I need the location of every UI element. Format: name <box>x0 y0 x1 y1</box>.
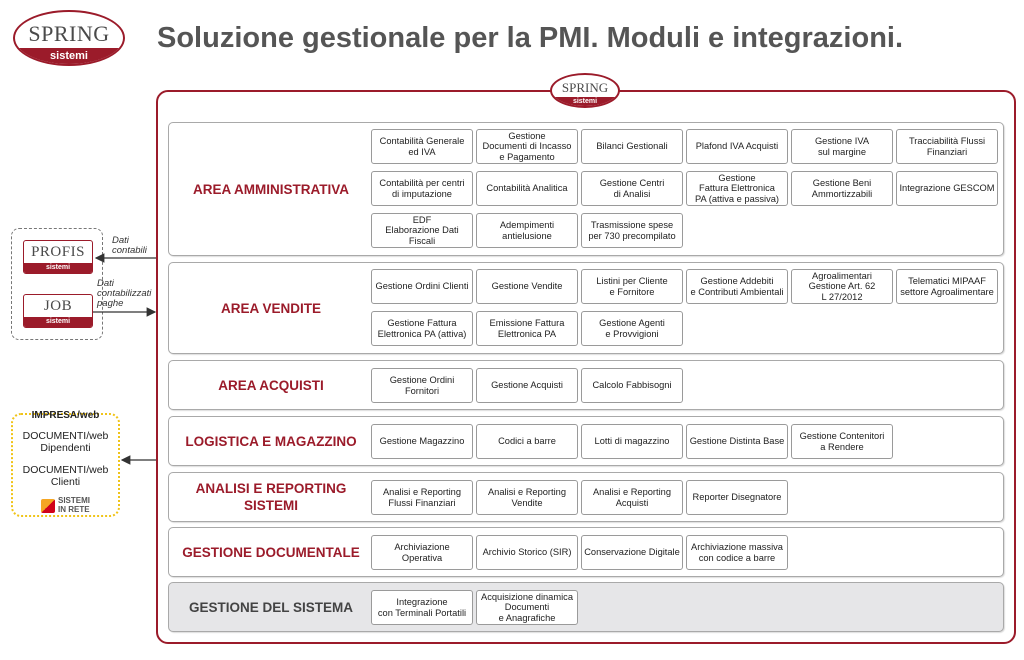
module-box: Gestione Documenti di Incasso e Pagamento <box>476 129 578 164</box>
profis-brand: PROFIS <box>31 244 85 260</box>
area-panel <box>168 582 1004 632</box>
profis-sub: sistemi <box>24 263 92 273</box>
module-box: Telematici MIPAAF settore Agroalimentare <box>896 269 998 304</box>
job-sub: sistemi <box>24 317 92 327</box>
module-box: Lotti di magazzino <box>581 424 683 459</box>
logo-brand: SPRING <box>28 21 110 46</box>
logo-sub: sistemi <box>15 48 123 64</box>
module-box: Gestione Beni Ammortizzabili <box>791 171 893 206</box>
documenti-web-clienti: DOCUMENTI/web Clienti <box>22 464 109 488</box>
area-panel <box>168 122 1004 256</box>
module-box: Acquisizione dinamica Documenti e Anagrafiche <box>476 590 578 625</box>
profis-flow-label: Dati contabili <box>112 235 147 256</box>
module-box: Contabilità Analitica <box>476 171 578 206</box>
module-box: Gestione Contenitori a Rendere <box>791 424 893 459</box>
module-box: Codici a barre <box>476 424 578 459</box>
module-box: Bilanci Gestionali <box>581 129 683 164</box>
area-title: ANALISI E REPORTING SISTEMI <box>195 481 347 513</box>
job-logo <box>23 294 93 328</box>
module-box: Gestione Vendite <box>476 269 578 304</box>
module-box: Analisi e Reporting Vendite <box>476 480 578 515</box>
module-box: Plafond IVA Acquisti <box>686 129 788 164</box>
area-title: LOGISTICA E MAGAZZINO <box>185 433 357 449</box>
module-box: Gestione Centri di Analisi <box>581 171 683 206</box>
module-box: Calcolo Fabbisogni <box>581 368 683 403</box>
module-box: Listini per Cliente e Fornitore <box>581 269 683 304</box>
module-box: Gestione Agenti e Provvigioni <box>581 311 683 346</box>
module-box: Tracciabilità Flussi Finanziari <box>896 129 998 164</box>
module-box: Gestione Fattura Elettronica PA (attiva e passiva) <box>686 171 788 206</box>
module-box: Gestione Ordini Fornitori <box>371 368 473 403</box>
area-panel <box>168 360 1004 410</box>
module-box: Archivio Storico (SIR) <box>476 535 578 570</box>
module-box: Integrazione con Terminali Portatili <box>371 590 473 625</box>
module-box: Archiviazione massiva con codice a barre <box>686 535 788 570</box>
module-box: Analisi e Reporting Flussi Finanziari <box>371 480 473 515</box>
module-box: Analisi e Reporting Acquisti <box>581 480 683 515</box>
frame-logo <box>550 73 620 108</box>
area-title: AREA AMMINISTRATIVA <box>193 181 349 197</box>
module-box: Gestione Acquisti <box>476 368 578 403</box>
profis-logo <box>23 240 93 274</box>
module-box: Gestione Magazzino <box>371 424 473 459</box>
module-box: Gestione Distinta Base <box>686 424 788 459</box>
module-box: Emissione Fattura Elettronica PA <box>476 311 578 346</box>
module-box: Contabilità Generale ed IVA <box>371 129 473 164</box>
module-box: Reporter Disegnatore <box>686 480 788 515</box>
documenti-web-dipendenti: DOCUMENTI/web Dipendenti <box>22 430 109 454</box>
module-box: Contabilità per centri di imputazione <box>371 171 473 206</box>
module-box: Gestione Fattura Elettronica PA (attiva) <box>371 311 473 346</box>
module-box: Adempimenti antielusione <box>476 213 578 248</box>
frame-logo-brand: SPRING <box>561 80 609 95</box>
module-box: EDF Elaborazione Dati Fiscali <box>371 213 473 248</box>
sistemi-in-rete-icon <box>41 499 55 513</box>
module-box: Integrazione GESCOM <box>896 171 998 206</box>
sistemi-in-rete-text: SISTEMI IN RETE <box>58 496 91 514</box>
module-box: Agroalimentari Gestione Art. 62 L 27/2012 <box>791 269 893 304</box>
area-panel <box>168 527 1004 577</box>
module-box: Trasmissione spese per 730 precompilato <box>581 213 683 248</box>
sistemi-in-rete-logo <box>41 497 101 515</box>
area-title: AREA VENDITE <box>220 300 321 316</box>
area-panel <box>168 416 1004 466</box>
frame-logo-sub: sistemi <box>552 97 618 106</box>
module-box: Gestione Addebiti e Contributi Ambientali <box>686 269 788 304</box>
area-title: GESTIONE DEL SISTEMA <box>188 599 354 615</box>
area-panel <box>168 262 1004 354</box>
page-title: Soluzione gestionale per la PMI. Moduli e integrazioni. <box>157 22 904 54</box>
spring-logo <box>13 10 125 66</box>
module-box: Gestione IVA sul margine <box>791 129 893 164</box>
module-box: Archiviazione Operativa <box>371 535 473 570</box>
area-title: GESTIONE DOCUMENTALE <box>182 544 360 560</box>
job-brand: JOB <box>43 298 73 314</box>
area-title: AREA ACQUISTI <box>218 377 324 393</box>
job-flow-label: Dati contabilizzati paghe <box>97 278 152 309</box>
module-box: Gestione Ordini Clienti <box>371 269 473 304</box>
module-box: Conservazione Digitale <box>581 535 683 570</box>
area-panel <box>168 472 1004 522</box>
impresa-web-title: IMPRESA/web <box>31 410 100 421</box>
